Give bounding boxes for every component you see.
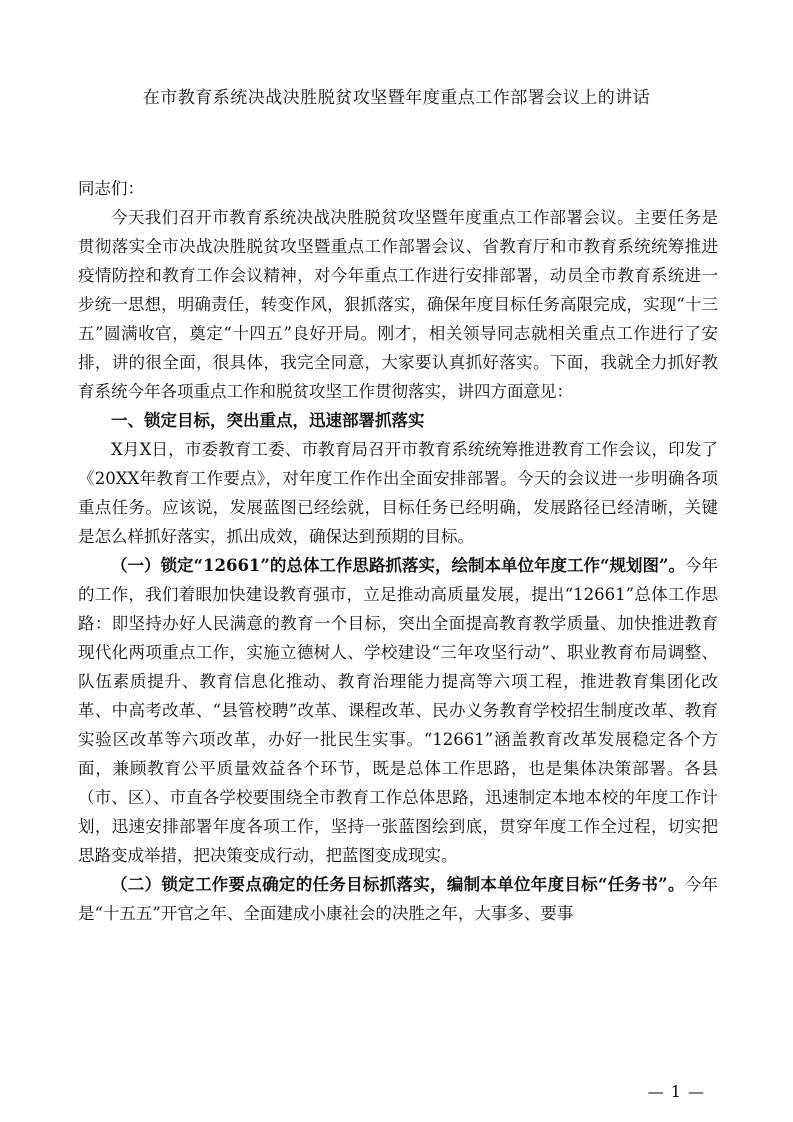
paragraph-subsection-1 (78, 551, 718, 870)
document-title: 在市教育系统决战决胜脱贫攻坚暨年度重点工作部署会议上的讲话 (142, 88, 651, 108)
paragraph-intro: 今天我们召开市教育系统决战决胜脱贫攻坚暨年度重点工作部署会议。主要任务是贯彻落实全市决战决胜脱贫攻坚暨重点工作部署会议、省教育厅和市教育系统统筹推进疫情防控和教育工作会议精神，对今年重点工作进行安排部署，动员全市教育系统进一步统一思想，明确责任，转变作风，狠抓落实，确保年度目标任务高限完成，实现“十三五”圆满收官，奠定“十四五”良好开局。刚才，相关领导同志就相关重点工作进行了安排，讲的很全面，很具体，我完全同意，大家要认真抓好落实。下面，我就全力抓好教育系统今年各项重点工作和脱贫攻坚工作贯彻落实，讲四方面意见： (78, 208, 718, 401)
document-body (78, 174, 718, 928)
paragraph-section-1-intro: X月X日，市委教育工委、市教育局召开市教育系统统筹推进教育工作会议，印发了《20XX年教育工作要点》，对年度工作作出全面安排部署。今天的会议进一步明确各项重点任务。应该说，发展蓝图已经绘就，目标任务已经明确，发展路径已经清晰，关键是怎么样抓好落实，抓出成效，确保达到预期的目标。 (78, 440, 718, 546)
salutation: 同志们： (78, 179, 144, 198)
subsection-2-text: 今年是“十五五”开官之年、全面建成小康社会的决胜之年，大事多、要事 (78, 875, 719, 923)
subheading-2: （二）锁定工作要点确定的任务目标抓落实，编制本单位年度目标“任务书”。 (111, 875, 685, 894)
page-number: — 1 — (647, 1082, 705, 1101)
section-heading-1: 一、锁定目标，突出重点，迅速部署抓落实 (111, 411, 425, 430)
subsection-1-text: 今年的工作，我们着眼加快建设教育强市，立足推动高质量发展，提出“12661”总体工作思路：即坚持办好人民满意的教育一个目标，突出全面提高教育教学质量、加快推进教育现代化两项重点工作，实施立德树人、学校建设“三年攻坚行动”、职业教育布局调整、队伍素质提升、教育信息化推动、教育治理能力提高等六项工程，推进教育集团化改革、中高考改革、“县管校聘”改革、课程改革、民办义务教育学校招生制度改革、教育实验区改革等六项改革，办好一批民生实事。“12661”涵盖教育改革发展稳定各个方面，兼顾教育公平质量效益各个环节，既是总体工作思路，也是集体决策部署。各县（市、区）、市直各学校要围绕全市教育工作总体思路，迅速制定本地本校的年度工作计划，迅速安排部署年度各项工作，坚持一张蓝图绘到底，贯穿年度工作全过程，切实把思路变成举措，把决策变成行动，把蓝图变成现实。 (78, 556, 719, 865)
paragraph-subsection-2 (78, 870, 718, 928)
subheading-1: （一）锁定“12661”的总体工作思路抓落实，绘制本单位年度工作“规划图”。 (111, 556, 685, 575)
